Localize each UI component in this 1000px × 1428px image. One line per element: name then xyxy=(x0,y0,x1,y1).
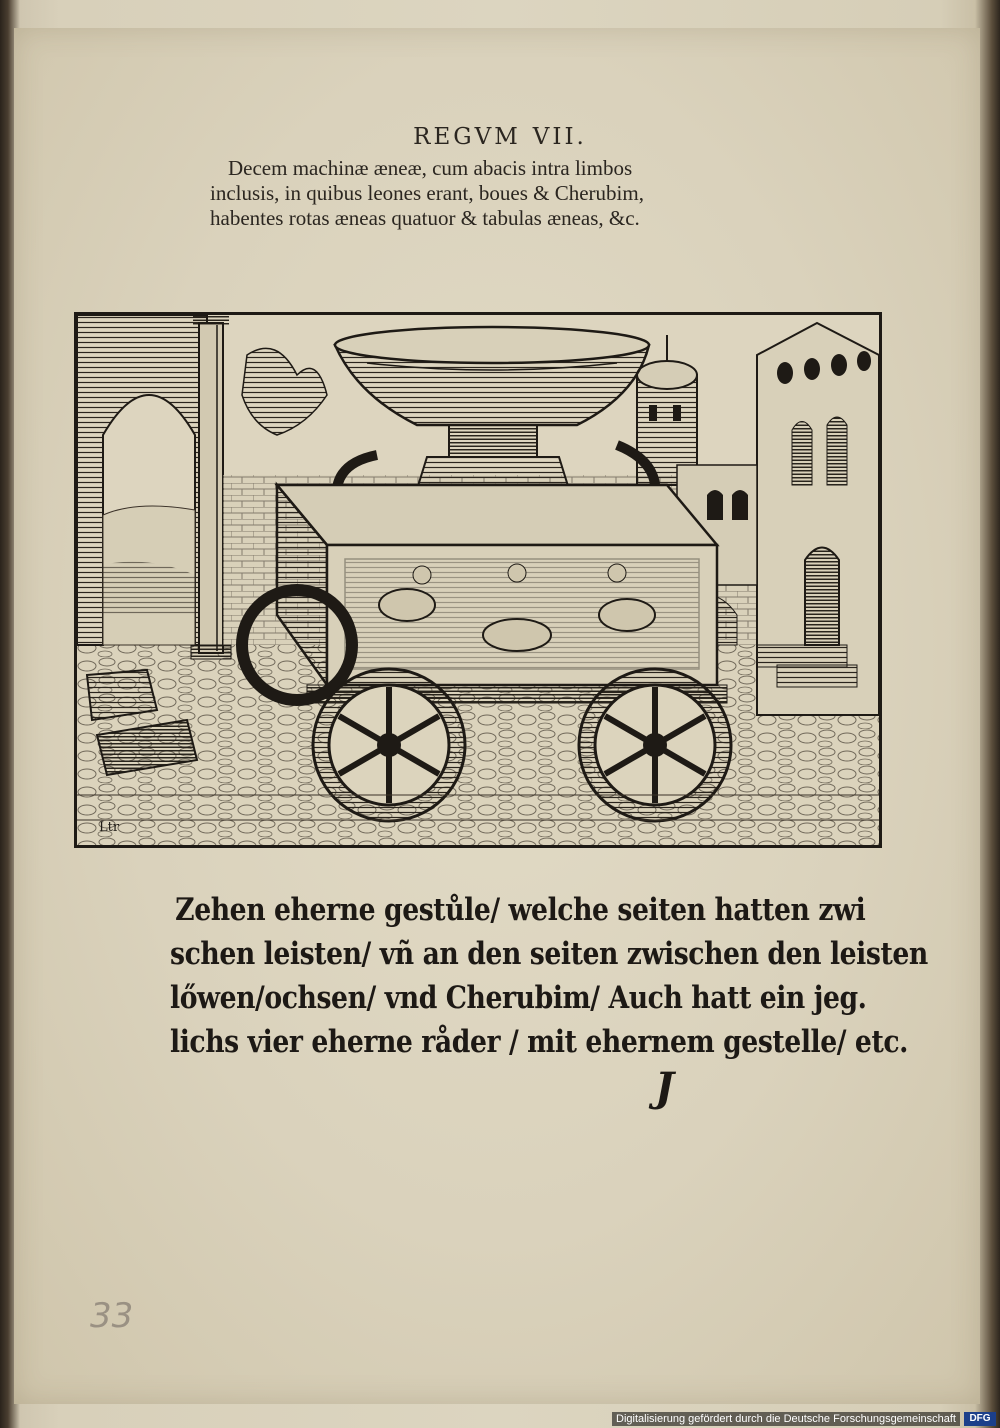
latin-caption xyxy=(210,156,750,231)
running-head xyxy=(0,124,1000,150)
digitization-credit: Digitalisierung gefördert durch die Deutsche Forschungsgemeinschaft xyxy=(612,1412,960,1426)
dfg-logo[interactable]: DFG xyxy=(964,1412,996,1426)
latin-line-2: inclusis, in quibus leones erant, boues & Cherubim, xyxy=(210,181,644,205)
latin-line-3: habentes rotas æneas quatuor & tabulas æneas, &c. xyxy=(210,206,640,230)
chapter-number: VII. xyxy=(532,124,587,150)
signature-mark: J xyxy=(655,1064,674,1111)
handwritten-page-number: 33 xyxy=(90,1296,134,1336)
german-line-4: lichs vier eherne råder / mit ehernem gestelle/ etc. xyxy=(170,1024,909,1060)
german-line-1: Zehen eherne gestůle/ welche seiten hatten zwi xyxy=(175,892,866,928)
wheel-left xyxy=(313,669,465,821)
woodcut-image xyxy=(77,315,879,845)
german-line-3: lőwen/ochsen/ vnd Cherubim/ Auch hatt ein jeg. xyxy=(170,980,867,1016)
book-title: REGVM xyxy=(413,124,521,150)
latin-line-1: Decem machinæ æneæ, cum abacis intra limbos xyxy=(228,156,633,180)
wheel-right xyxy=(579,669,731,821)
german-line-2: schen leisten/ vñ an den seiten zwischen den leisten xyxy=(170,936,928,972)
german-text-block xyxy=(170,888,928,1064)
woodcut-illustration xyxy=(74,312,882,848)
artist-monogram: Ltr xyxy=(99,820,120,835)
